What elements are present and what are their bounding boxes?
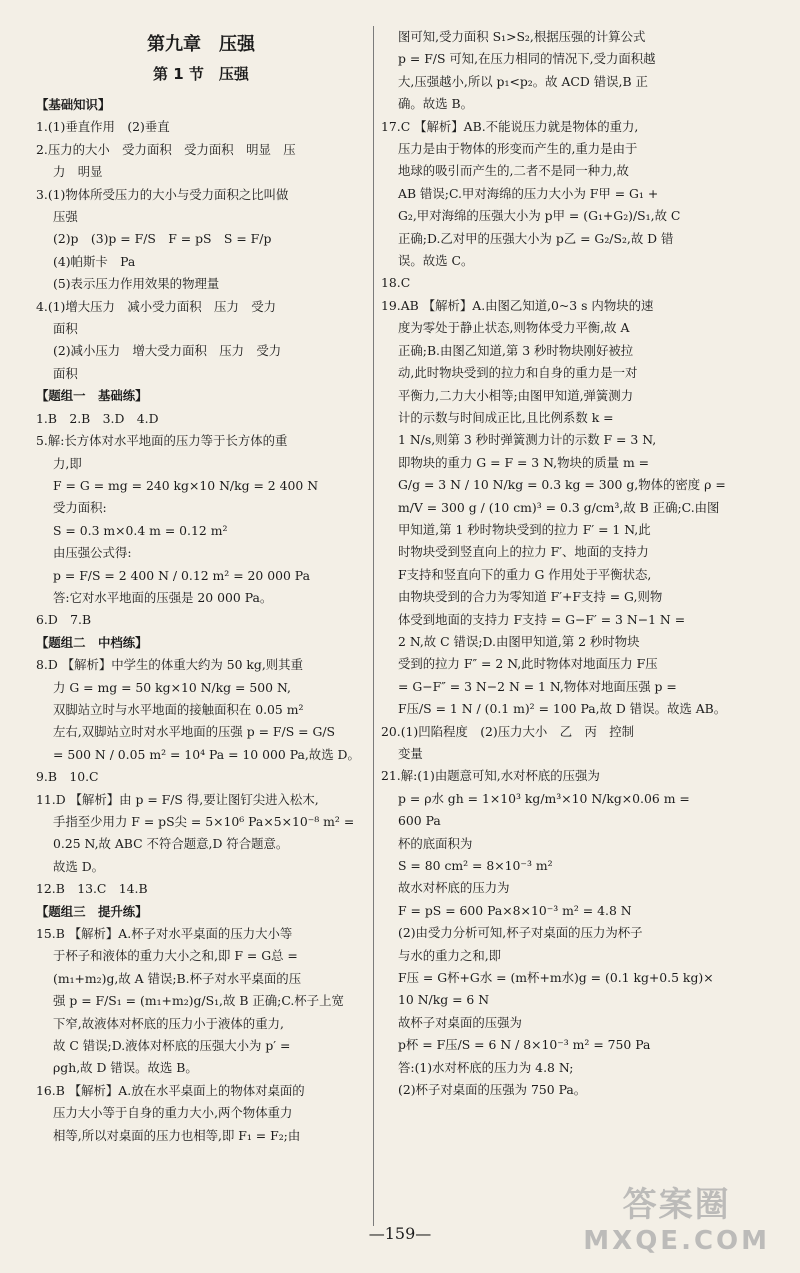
right-column: [381, 26, 767, 1102]
text-line: 误。故选 C。: [398, 253, 474, 269]
text-line: 大,压强越小,所以 p₁<p₂。故 ACD 错误,B 正: [398, 73, 648, 89]
text-line: p = F/S 可知,在压力相同的情况下,受力面积越: [398, 51, 656, 67]
page-number: —159—: [368, 1224, 432, 1243]
text-line: (2)减小压力 增大受力面积 压力 受力: [53, 343, 282, 359]
text-line: F压/S = 1 N / (0.1 m)² = 100 Pa,故 D 错误。故选 AB。: [398, 701, 727, 717]
text-line: p杯 = F压/S = 6 N / 8×10⁻³ m² = 750 Pa: [398, 1037, 651, 1053]
text-line: p = ρ水 gh = 1×10³ kg/m³×10 N/kg×0.06 m =: [398, 790, 690, 806]
text-line: S = 0.3 m×0.4 m = 0.12 m²: [53, 522, 228, 538]
watermark-text: 答案圈: [622, 1185, 731, 1225]
text-line: 2.压力的大小 受力面积 受力面积 明显 压: [36, 141, 296, 157]
text-line: 地球的吸引而产生的,二者不是同一种力,故: [398, 163, 629, 179]
text-line: 21.解:(1)由题意可知,水对杯底的压强为: [381, 768, 600, 784]
text-line: G₂,甲对海绵的压强大小为 p甲 = (G₁+G₂)/S₁,故 C: [398, 208, 681, 224]
text-line: 【基础知识】: [36, 97, 111, 112]
text-line: (2)由受力分析可知,杯子对桌面的压力为杯子: [398, 925, 643, 941]
right-column-lines: [381, 26, 767, 1102]
text-line: 答:(1)水对杯底的压力为 4.8 N;: [398, 1059, 574, 1075]
text-line: 故水对杯底的压力为: [398, 880, 510, 896]
column-divider: [373, 26, 374, 1226]
text-line: 压强: [53, 209, 78, 225]
text-line: 19.AB 【解析】A.由图乙知道,0~3 s 内物块的速: [381, 297, 654, 313]
text-line: 计的示数与时间成正比,且比例系数 k =: [398, 409, 614, 425]
text-line: 9.B 10.C: [36, 769, 99, 785]
text-line: 变量: [398, 746, 423, 761]
text-line: 即物块的重力 G = F = 3 N,物块的质量 m =: [398, 454, 650, 470]
text-line: 4.(1)增大压力 减小受力面积 压力 受力: [36, 298, 277, 314]
text-line: 确。故选 B。: [398, 96, 473, 112]
text-line: (2)杯子对桌面的压强为 750 Pa。: [398, 1082, 587, 1098]
text-line: 压力大小等于自身的重力大小,两个物体重力: [53, 1105, 293, 1121]
text-line: 与水的重力之和,即: [398, 947, 502, 963]
section-title: 第 1 节 压强: [153, 65, 249, 83]
text-line: 故杯子对桌面的压强为: [398, 1014, 522, 1030]
watermark-url: MXQE.COM: [583, 1226, 770, 1256]
text-line: (4)帕斯卡 Pa: [53, 253, 136, 269]
text-line: 压力是由于物体的形变而产生的,重力是由于: [398, 141, 638, 157]
text-line: 甲知道,第 1 秒时物块受到的拉力 F′ = 1 N,此: [398, 521, 651, 537]
text-line: 3.(1)物体所受压力的大小与受力面积之比叫做: [36, 186, 289, 202]
text-line: 受力面积:: [53, 500, 107, 516]
text-line: 由压强公式得:: [53, 545, 132, 561]
watermark-logo: [583, 1185, 770, 1257]
text-line: p = F/S = 2 400 N / 0.12 m² = 20 000 Pa: [53, 567, 310, 583]
text-line: 左右,双脚站立时对水平地面的压强 p = F/S = G/S: [53, 724, 336, 740]
text-line: 动,此时物块受到的拉力和自身的重力是一对: [398, 365, 638, 381]
text-line: 下窄,故液体对杯底的压力小于液体的重力,: [53, 1015, 284, 1031]
text-line: 1.B 2.B 3.D 4.D: [36, 410, 159, 426]
text-line: 10 N/kg = 6 N: [398, 992, 490, 1008]
text-line: 力,即: [53, 455, 82, 471]
text-line: 手指至少用力 F = pS尖 = 5×10⁶ Pa×5×10⁻⁸ m² =: [53, 814, 355, 829]
text-line: 15.B 【解析】A.杯子对水平桌面的压力大小等: [36, 926, 293, 942]
text-line: 度为零处于静止状态,则物体受力平衡,故 A: [398, 320, 630, 336]
text-line: 5.解:长方体对水平地面的压力等于长方体的重: [36, 433, 288, 449]
text-line: 于杯子和液体的重力大小之和,即 F = G总 =: [53, 948, 298, 964]
text-line: (2)p (3)p = F/S F = pS S = F/p: [53, 231, 272, 247]
text-line: 杯的底面积为: [398, 835, 473, 851]
text-line: ρgh,故 D 错误。故选 B。: [53, 1060, 198, 1076]
text-line: 正确;B.由图乙知道,第 3 秒时物块刚好被拉: [398, 342, 634, 358]
text-line: 11.D 【解析】由 p = F/S 得,要让图钉尖进入松木,: [36, 791, 319, 807]
text-line: 0.25 N,故 ABC 不符合题意,D 符合题意。: [53, 836, 289, 852]
left-column: [36, 26, 366, 1147]
text-line: = G−F″ = 3 N−2 N = 1 N,物体对地面压强 p =: [398, 678, 677, 694]
text-line: 1 N/s,则第 3 秒时弹簧测力计的示数 F = 3 N,: [398, 432, 657, 448]
text-line: 双脚站立时与水平地面的接触面积在 0.05 m²: [53, 701, 304, 717]
text-line: 1.(1)垂直作用 (2)垂直: [36, 119, 170, 135]
chapter-title: 第九章 压强: [147, 34, 255, 55]
text-line: 力 G = mg = 50 kg×10 N/kg = 500 N,: [53, 679, 291, 695]
text-line: 【题组二 中档练】: [36, 634, 148, 650]
text-line: 受到的拉力 F″ = 2 N,此时物体对地面压力 F压: [398, 656, 658, 672]
text-line: 600 Pa: [398, 813, 441, 829]
text-line: 故选 D。: [53, 858, 105, 874]
text-line: 8.D 【解析】中学生的体重大约为 50 kg,则其重: [36, 657, 303, 673]
text-line: 由物块受到的合力为零知道 F′+F支持 = G,则物: [398, 589, 663, 605]
text-line: 面积: [53, 365, 78, 381]
text-line: AB 错误;C.甲对海绵的压力大小为 F甲 = G₁ +: [398, 185, 659, 201]
text-line: 时物块受到竖直向上的拉力 F′、地面的支持力: [398, 544, 649, 560]
text-line: F压 = G杯+G水 = (m杯+m水)g = (0.1 kg+0.5 kg)×: [398, 970, 714, 986]
text-line: 【题组一 基础练】: [36, 388, 148, 404]
text-line: 强 p = F/S₁ = (m₁+m₂)g/S₁,故 B 正确;C.杯子上宽: [53, 993, 344, 1009]
text-line: F = G = mg = 240 kg×10 N/kg = 2 400 N: [53, 477, 319, 493]
text-line: 20.(1)凹陷程度 (2)压力大小 乙 丙 控制: [381, 723, 635, 739]
text-line: 2 N,故 C 错误;D.由图甲知道,第 2 秒时物块: [398, 633, 640, 649]
text-line: F = pS = 600 Pa×8×10⁻³ m² = 4.8 N: [398, 902, 632, 918]
text-line: 力 明显: [53, 164, 103, 180]
text-line: 6.D 7.B: [36, 612, 92, 628]
text-line: 图可知,受力面积 S₁>S₂,根据压强的计算公式: [398, 29, 646, 44]
text-line: 16.B 【解析】A.放在水平桌面上的物体对桌面的: [36, 1082, 305, 1098]
text-line: F支持和竖直向下的重力 G 作用处于平衡状态,: [398, 566, 652, 582]
text-line: = 500 N / 0.05 m² = 10⁴ Pa = 10 000 Pa,故选 D。: [53, 746, 360, 762]
text-line: 17.C 【解析】AB.不能说压力就是物体的重力,: [381, 118, 639, 134]
text-line: 答:它对水平地面的压强是 20 000 Pa。: [53, 589, 273, 605]
text-line: (5)表示压力作用效果的物理量: [53, 276, 220, 292]
text-line: 面积: [53, 321, 78, 337]
text-line: S = 80 cm² = 8×10⁻³ m²: [398, 858, 553, 874]
text-line: 【题组三 提升练】: [36, 903, 148, 919]
text-line: m/V = 300 g / (10 cm)³ = 0.3 g/cm³,故 B 正确;C.由图: [398, 499, 720, 515]
left-column-lines: [36, 94, 366, 1147]
text-line: 相等,所以对桌面的压力也相等,即 F₁ = F₂;由: [53, 1127, 301, 1143]
text-line: (m₁+m₂)g,故 A 错误;B.杯子对水平桌面的压: [53, 970, 302, 986]
text-line: 正确;D.乙对甲的压强大小为 p乙 = G₂/S₂,故 D 错: [398, 230, 674, 246]
text-line: 12.B 13.C 14.B: [36, 881, 148, 897]
text-line: 平衡力,二力大小相等;由图甲知道,弹簧测力: [398, 387, 634, 403]
text-line: G/g = 3 N / 10 N/kg = 0.3 kg = 300 g,物体的密度 ρ =: [398, 477, 726, 493]
text-line: 故 C 错误;D.液体对杯底的压强大小为 p′ =: [53, 1038, 291, 1054]
text-line: 体受到地面的支持力 F支持 = G−F′ = 3 N−1 N =: [398, 611, 686, 627]
text-line: 18.C: [381, 275, 411, 291]
